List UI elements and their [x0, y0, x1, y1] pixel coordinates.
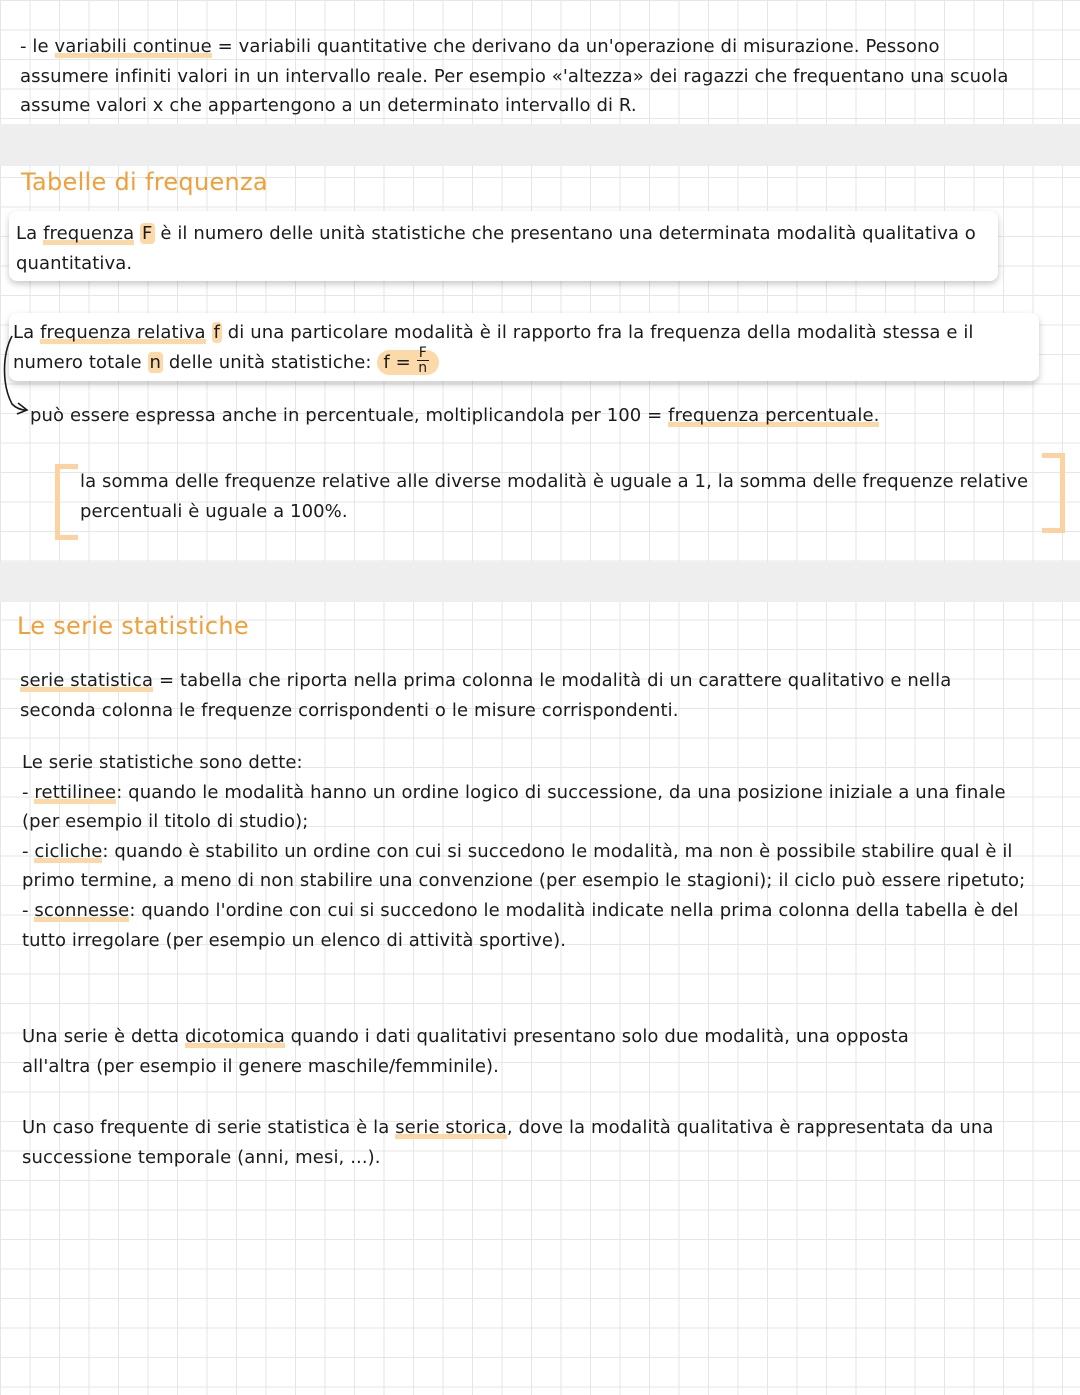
list-item-sconnesse: - sconnesse: quando l'ordine con cui si succedono le modalità indicate nella prima colonna della tabella è del tutto irregolare (per esempio un elenco di attività sportive). [22, 899, 1019, 951]
term-frequenza-percentuale: frequenza percentuale. [668, 405, 880, 426]
symbol-F: F [142, 223, 153, 244]
frequenza-percentuale-note: può essere espressa anche in percentuale, moltiplicandola per 100 = frequenza percentuale. [30, 405, 880, 426]
serie-types-intro: Le serie statistiche sono dette: [22, 752, 303, 773]
term-rettilinee: rettilinee [34, 781, 117, 803]
frequenza-definition: La frequenza F è il numero delle unità statistiche che presentano una determinata modalità qualitativa o quantitativa. [16, 223, 976, 274]
term-serie-storica: serie storica [395, 1117, 507, 1138]
term-variabili-continue: variabili continue [54, 36, 212, 57]
left-bracket [55, 464, 78, 540]
section-heading-tabelle: Tabelle di frequenza [21, 168, 268, 196]
section-divider-band [0, 562, 1080, 602]
list-item-cicliche: - cicliche: quando è stabilito un ordine con cui si succedono le modalità, ma non è possibile stabilire qual è il primo termine, a meno di non stabilire una convenzione (per esempio le stagioni); il ciclo può essere ripetuto; [22, 840, 1026, 892]
list-item-rettilinee: - rettilinee: quando le modalità hanno un ordine logico di successione, da una posizione iniziale a una finale (per esempio il titolo di studio); [22, 781, 1006, 833]
serie-types-list [22, 748, 1042, 955]
term-serie-statistica: serie statistica [20, 670, 154, 691]
frequenza-relativa-definition: La frequenza relativa f di una particolare modalità è il rapporto fra la frequenza della modalità stessa e il numero totale n delle unità statistiche: f = $\frac{F}{n}$ [13, 322, 974, 377]
serie-storica-paragraph: Un caso frequente di serie statistica è la serie storica, dove la modalità qualitativa è rappresentata da una successione temporale (anni, mesi, ...). [22, 1117, 994, 1168]
term-dicotomica: dicotomica [184, 1026, 285, 1047]
intro-paragraph: - le variabili continue = variabili quantitative che derivano da un'operazione di misurazione. Pessono assumere infiniti valori in un intervallo reale. Per esempio «'altezza» dei ragazzi che frequentano una scuola assume valori x che appartengono a un determinato intervallo di R. [20, 36, 1009, 117]
formula-frequenza-relativa: f = $\frac{F}{n}$ [377, 350, 438, 375]
serie-statistica-definition: serie statistica = tabella che riporta nella prima colonna le modalità di un carattere qualitativo e nella seconda colonna le frequenze corrispondenti o le misure corrispondenti. [20, 670, 952, 721]
section-divider-band [0, 124, 1080, 166]
term-frequenza: frequenza [43, 223, 135, 244]
section-heading-serie: Le serie statistiche [17, 612, 249, 640]
term-cicliche: cicliche [34, 840, 103, 862]
term-sconnesse: sconnesse [34, 899, 130, 921]
somma-frequenze-note: la somma delle frequenze relative alle diverse modalità è uguale a 1, la somma delle frequenze relative percentuali è uguale a 100%. [80, 471, 1029, 522]
symbol-f: f [213, 322, 220, 343]
fraction: $\frac{F}{n}$ [418, 345, 428, 377]
dicotomica-paragraph: Una serie è detta dicotomica quando i dati qualitativi presentano solo due modalità, una opposta all'altra (per esempio il genere maschile/femminile). [22, 1026, 909, 1077]
term-frequenza-relativa: frequenza relativa [40, 322, 206, 343]
symbol-n: n [149, 351, 162, 373]
